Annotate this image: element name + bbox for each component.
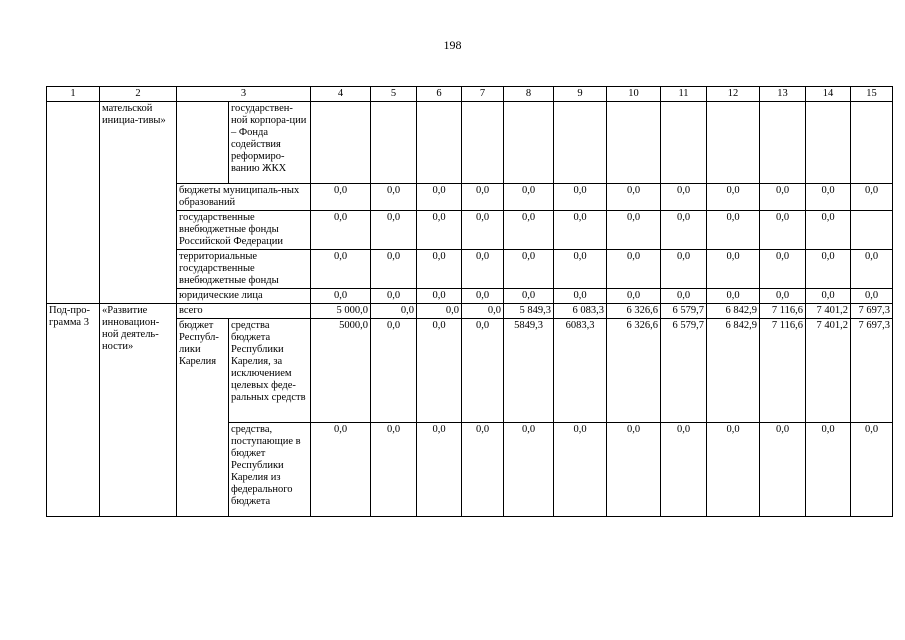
value-cell: 0,0 [371,423,417,517]
value-cell: 6 083,3 [554,304,607,319]
value-cell: 0,0 [806,423,851,517]
value-cell: 6 326,6 [607,304,661,319]
value-cell: 0,0 [311,250,371,289]
value-cell: 0,0 [371,184,417,211]
value-cell: 0,0 [661,289,707,304]
value-cell: 0,0 [806,211,851,250]
column-header: 13 [760,87,806,102]
value-cell: 0,0 [806,184,851,211]
funding-table [46,86,893,517]
value-cell: 0,0 [504,184,554,211]
table-row [47,304,893,319]
value-cell: 6 842,9 [707,304,760,319]
value-cell: 0,0 [661,211,707,250]
column-header: 2 [100,87,177,102]
value-cell: 0,0 [554,423,607,517]
value-cell: 0,0 [607,250,661,289]
value-cell: 0,0 [806,250,851,289]
value-cell: 0,0 [661,250,707,289]
source-label: средства бюджета Республики Карелия, за исключением целевых феде-ральных средств [229,319,311,423]
value-cell: 6 326,6 [607,319,661,423]
value-cell: 0,0 [851,289,893,304]
column-number-row [47,87,893,102]
value-cell: 0,0 [417,184,462,211]
value-cell: 0,0 [417,319,462,423]
value-cell: 7 401,2 [806,319,851,423]
column-header: 9 [554,87,607,102]
value-cell: 0,0 [462,184,504,211]
column-header: 14 [806,87,851,102]
value-cell: 0,0 [462,289,504,304]
value-cell: 0,0 [851,184,893,211]
value-cell: 0,0 [462,211,504,250]
value-cell [851,211,893,250]
budget-label: бюджет Республ-лики Карелия [177,319,229,517]
value-cell: 0,0 [760,289,806,304]
value-cell: 0,0 [311,423,371,517]
column-header: 10 [607,87,661,102]
value-cell: 0,0 [371,211,417,250]
value-cell: 0,0 [504,289,554,304]
value-cell: 0,0 [607,289,661,304]
value-cell: 0,0 [462,304,504,319]
value-cell: 0,0 [607,211,661,250]
value-cell: 7 401,2 [806,304,851,319]
value-cell: 0,0 [760,423,806,517]
source-label: территориальные государственные внебюджетные фонды [177,250,311,289]
value-cell: 0,0 [504,423,554,517]
column-header: 4 [311,87,371,102]
value-cell: 0,0 [707,211,760,250]
column-header: 5 [371,87,417,102]
value-cell: 6083,3 [554,319,607,423]
value-cell: 0,0 [707,250,760,289]
value-cell: 6 579,7 [661,304,707,319]
value-cell: 0,0 [806,289,851,304]
value-cell: 0,0 [760,184,806,211]
value-cell: 6 579,7 [661,319,707,423]
value-cell: 0,0 [462,250,504,289]
value-cell: 0,0 [504,211,554,250]
value-cell: 0,0 [607,423,661,517]
value-cell: 0,0 [417,304,462,319]
value-cell: 0,0 [554,289,607,304]
value-cell: 7 697,3 [851,319,893,423]
value-cell: 0,0 [311,211,371,250]
value-cell: 0,0 [311,184,371,211]
column-header: 8 [504,87,554,102]
cell-empty [177,102,229,184]
page-number: 198 [443,38,462,52]
value-cell: 0,0 [462,319,504,423]
value-cell: 0,0 [462,423,504,517]
cell-empty [47,102,100,304]
value-cell: 6 842,9 [707,319,760,423]
value-cell: 0,0 [707,184,760,211]
value-cell: 0,0 [707,423,760,517]
source-label: бюджеты муниципаль-ных образований [177,184,311,211]
value-cell: 0,0 [661,184,707,211]
value-cell: 5 000,0 [311,304,371,319]
value-cell: 0,0 [371,304,417,319]
column-header: 6 [417,87,462,102]
value-cell: 0,0 [707,289,760,304]
value-cell: 0,0 [311,289,371,304]
value-cell: 0,0 [554,184,607,211]
column-header: 15 [851,87,893,102]
column-header: 1 [47,87,100,102]
column-header: 11 [661,87,707,102]
source-label: всего [177,304,311,319]
value-cell: 0,0 [851,250,893,289]
value-cell: 7 697,3 [851,304,893,319]
value-cell: 5849,3 [504,319,554,423]
value-cell: 0,0 [554,250,607,289]
table-row [47,102,893,184]
value-cell: 0,0 [417,211,462,250]
value-cell: 5000,0 [311,319,371,423]
column-header: 12 [707,87,760,102]
value-cell: 0,0 [417,250,462,289]
value-cell: 0,0 [760,211,806,250]
value-cell: 0,0 [417,423,462,517]
source-label: юридические лица [177,289,311,304]
column-header: 7 [462,87,504,102]
value-cell: 0,0 [607,184,661,211]
value-cell: 0,0 [661,423,707,517]
value-cell: 0,0 [554,211,607,250]
value-cell: 0,0 [371,250,417,289]
program-name-cell: мательской инициа-тивы» [100,102,177,304]
value-cell: 0,0 [851,423,893,517]
subprogram-number-cell: Под-про-грамма 3 [47,304,100,517]
value-cell: 0,0 [371,319,417,423]
value-cell: 7 116,6 [760,319,806,423]
subprogram-name-cell: «Развитие инновацион-ной деятель-ности» [100,304,177,517]
value-cell: 0,0 [371,289,417,304]
column-header: 3 [177,87,311,102]
value-cell: 0,0 [417,289,462,304]
value-cell: 5 849,3 [504,304,554,319]
source-label: государствен-ной корпора-ции – Фонда содействия реформиро-ванию ЖКХ [229,102,311,184]
value-cell: 0,0 [760,250,806,289]
source-label: государственные внебюджетные фонды Российской Федерации [177,211,311,250]
value-cell: 7 116,6 [760,304,806,319]
value-cell: 0,0 [504,250,554,289]
source-label: средства, поступающие в бюджет Республики Карелия из федерального бюджета [229,423,311,517]
